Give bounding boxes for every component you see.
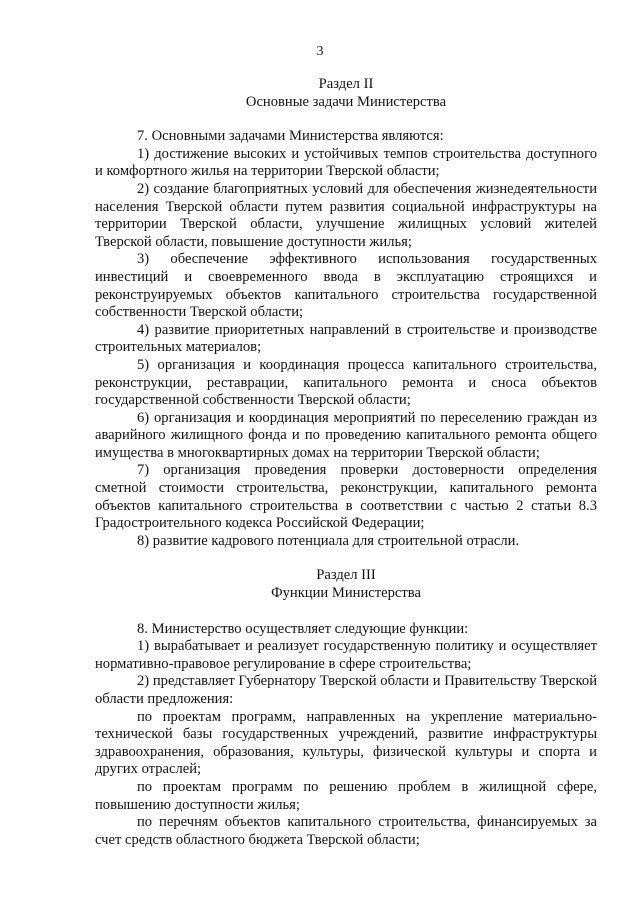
paragraph-8-item-1: 1) вырабатывает и реализует государственную политику и осуществляет нормативно-правовое регулирование в сфере строительства; — [95, 638, 597, 672]
paragraph-8-item-2-sub-3: по перечням объектов капитального строительства, финансируемых за счет средств областного бюджета Тверской области; — [95, 814, 597, 848]
paragraph-7-item-5: 5) организация и координация процесса капитального строительства, реконструкции, реставрации, капитального ремонта и сноса объектов государственной собственности Тверской области; — [95, 356, 597, 409]
paragraph-7-item-1: 1) достижение высоких и устойчивых темпов строительства доступного и комфортного жилья на территории Тверской области; — [95, 145, 597, 180]
paragraph-7-item-7: 7) организация проведения проверки достоверности определения сметной стоимости строительства, реконструкции, капитального ремонта объектов капитального строительства в соответствии с частью 2 статьи 8.3 Градостроительного кодекса Российской Федерации; — [95, 462, 597, 532]
paragraph-8-intro: 8. Министерство осуществляет следующие функции: — [137, 620, 469, 637]
paragraph-7-item-2: 2) создание благоприятных условий для обеспечения жизнедеятельности населения Тверской области путем развития социальной инфраструктуры на территории Тверской области, улучшение жилищных условий жителей Тверской области, повышение доступности жилья; — [95, 180, 597, 250]
section-2-number: Раздел II — [318, 76, 374, 92]
paragraph-8-item-2: 2) представляет Губернатору Тверской области и Правительству Тверской области предложения: — [95, 673, 597, 707]
page-number: 3 — [316, 44, 324, 59]
section-3-heading — [95, 567, 597, 602]
section-3-number: Раздел III — [316, 567, 376, 584]
section-3-title: Функции Министерства — [271, 585, 421, 602]
paragraph-7-item-8: 8) развитие кадрового потенциала для строительной отрасли. — [137, 532, 520, 549]
paragraph-8-item-2-sub-1: по проектам программ, направленных на укрепление материально-технической базы государственных учреждений, развитие инфраструктуры здравоохранения, образования, культуры, физической культуры и спорта и других отраслей; — [95, 708, 597, 778]
document-body — [95, 76, 597, 849]
paragraph-7-item-6: 6) организация и координация мероприятий по переселению граждан из аварийного жилищного фонда и по проведению капитального ремонта общего имущества в многоквартирных домах на территории Тверской области; — [95, 409, 597, 461]
paragraph-8-item-2-sub-2: по проектам программ по решению проблем в жилищной сфере, повышению доступности жилья; — [95, 778, 597, 813]
paragraph-7-item-3: 3) обеспечение эффективного использования государственных инвестиций и своевременного ввода в эксплуатацию строящихся и реконструируемых объектов капитального строительства государственной собственности Тверской области; — [95, 251, 597, 321]
paragraph-7-item-4: 4) развитие приоритетных направлений в строительстве и производстве строительных материалов; — [95, 321, 597, 356]
section-2-title: Основные задачи Министерства — [245, 93, 447, 110]
section-2-heading — [95, 76, 597, 111]
paragraph-7-intro: 7. Основными задачами Министерства являются: — [137, 128, 444, 145]
